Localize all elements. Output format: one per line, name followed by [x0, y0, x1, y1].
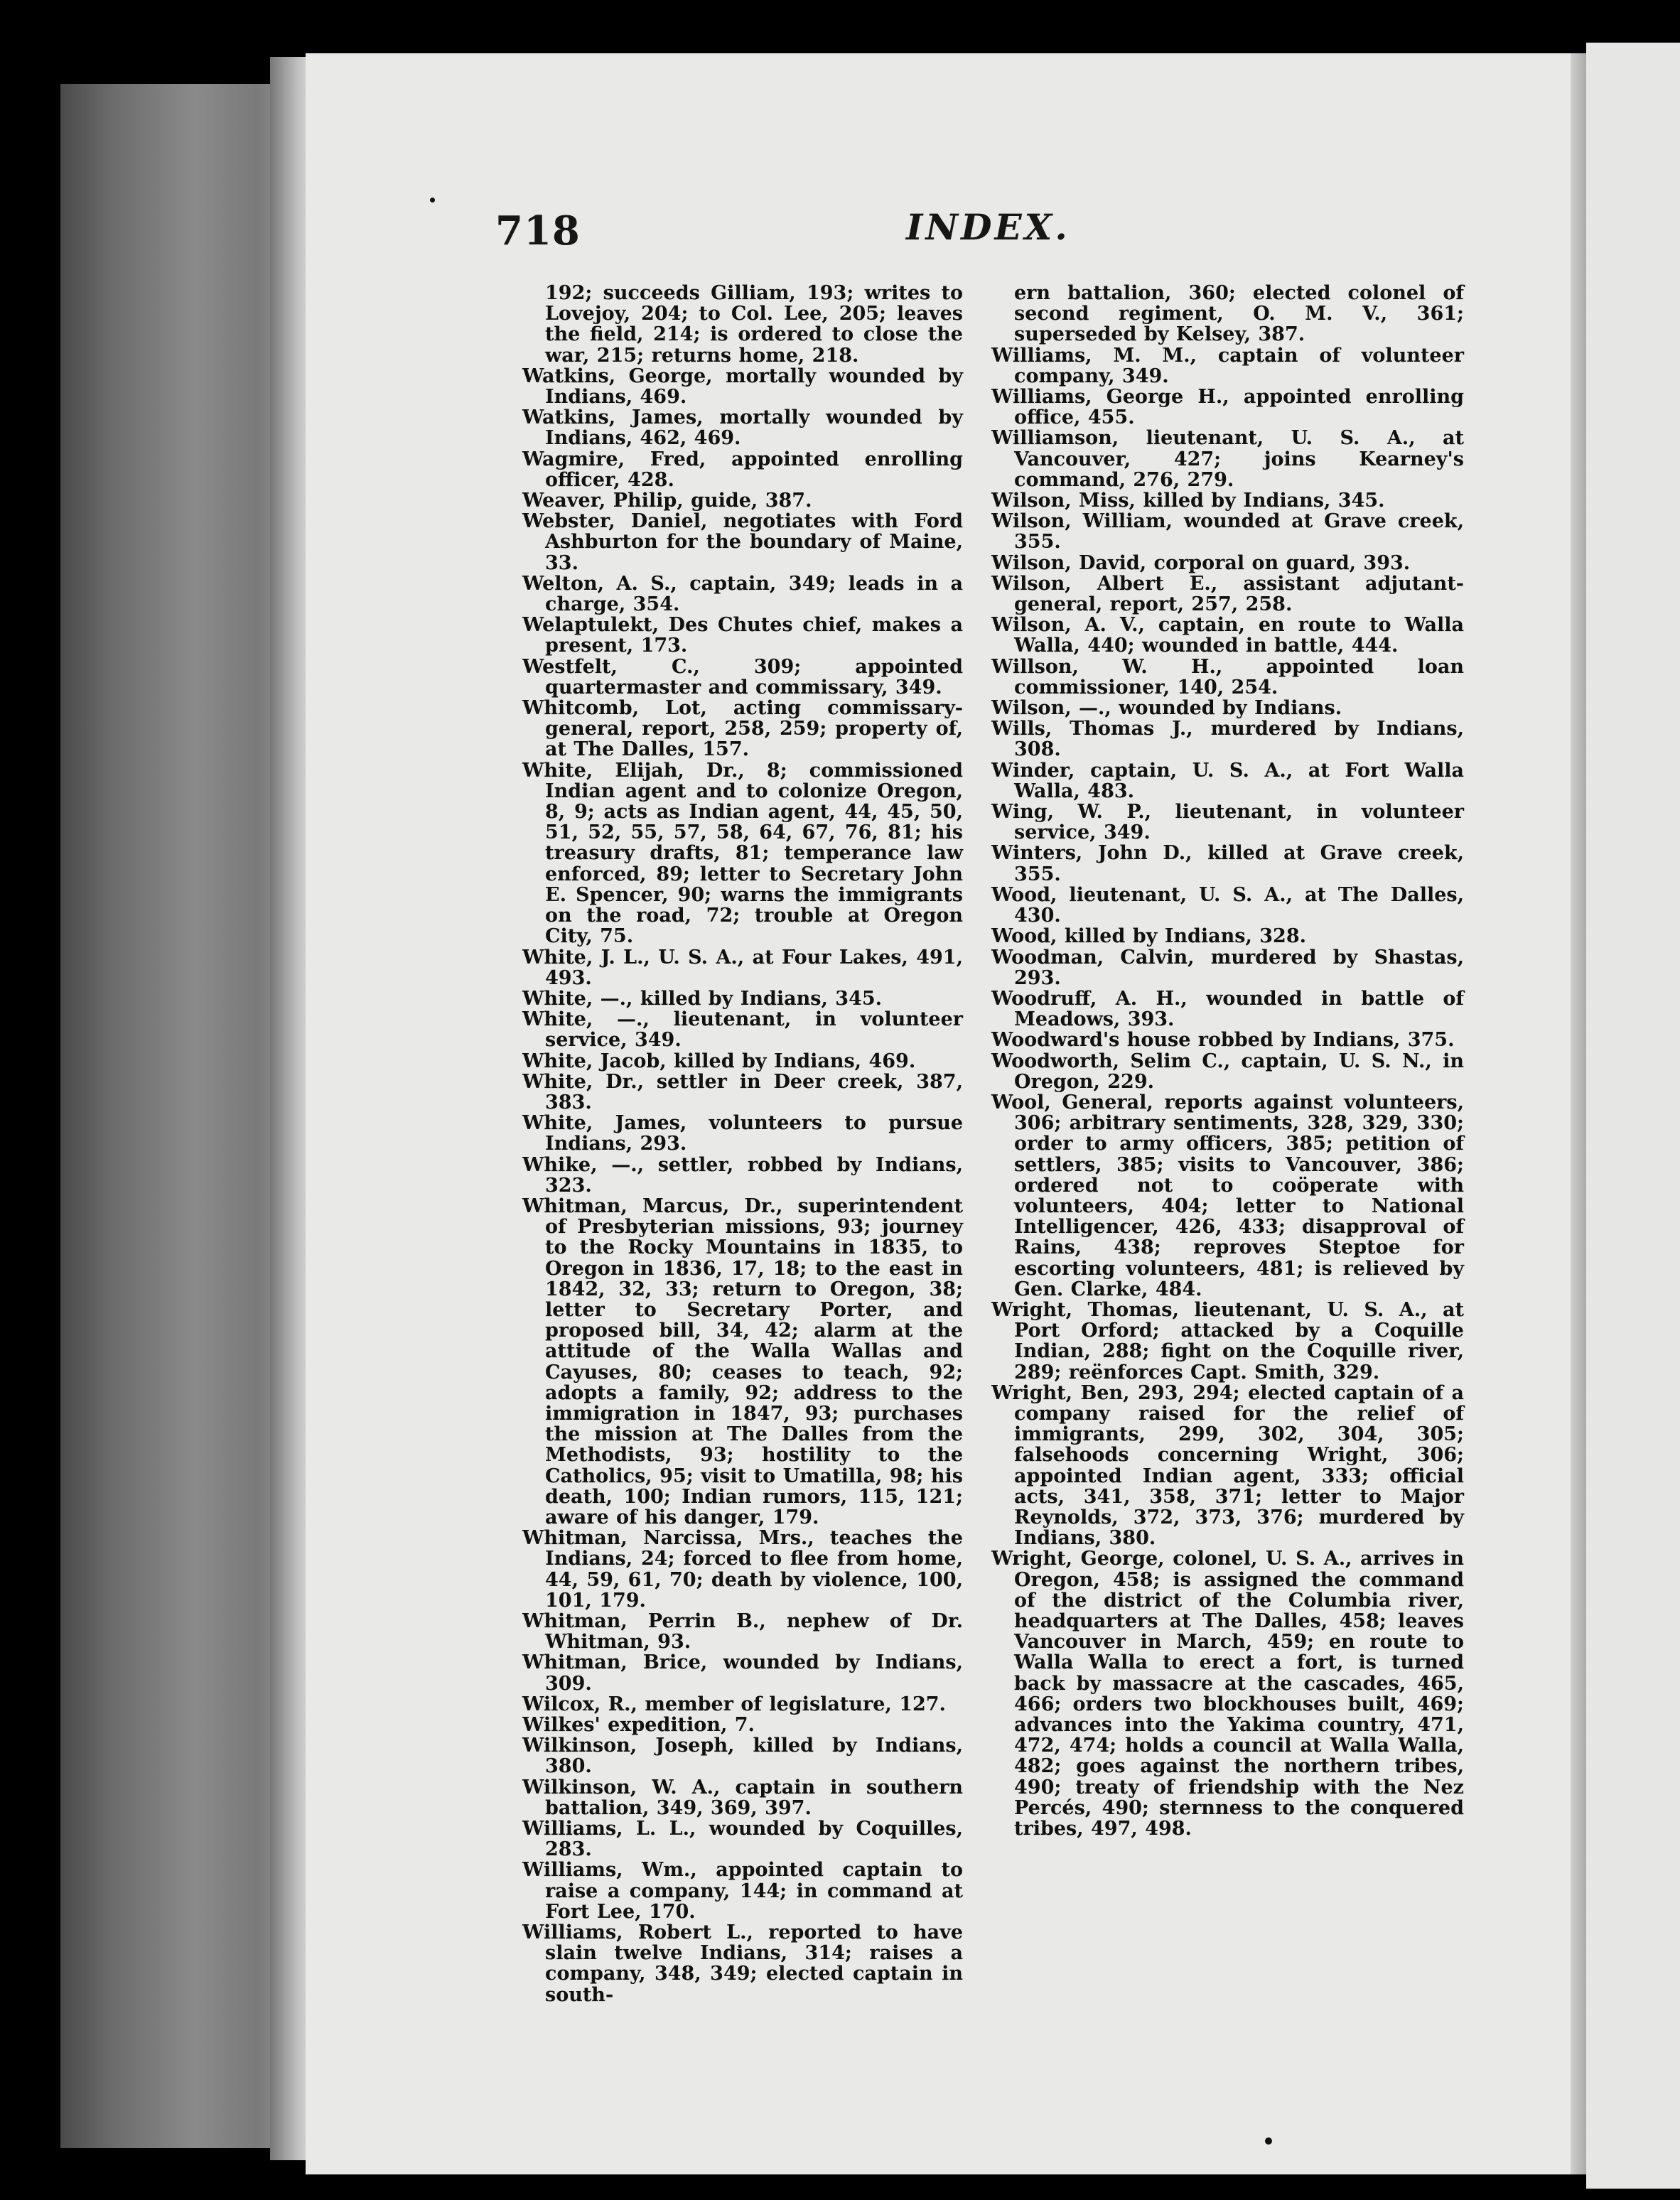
index-entry: Webster, Daniel, negotiates with Ford Ashburton for the boundary of Maine, 33.: [522, 510, 963, 574]
index-entry: Williamson, lieutenant, U. S. A., at Vancouver, 427; joins Kearney's command, 276, 279.: [991, 427, 1464, 491]
book-spine: [60, 84, 306, 2148]
index-entry: Wilson, —., wounded by Indians.: [991, 697, 1342, 720]
index-entry: Wilkinson, W. A., captain in southern battalion, 349, 369, 397.: [522, 1776, 963, 1819]
index-entry: Watkins, James, mortally wounded by Indians, 462, 469.: [522, 406, 963, 450]
index-entry: Wilson, Albert E., assistant adjutant-general, report, 257, 258.: [991, 572, 1464, 616]
index-entry: Wool, General, reports against volunteers, 306; arbitrary sentiments, 328, 329, 330; order to army officers, 385; petition of settlers, 385; visits to Vancouver, 386; ordered not to coöperate with volunteers, 404; letter to National Intelligencer, 426, 433; disapproval of Rains, 438; reproves Steptoe for escorting volunteers, 481; is relieved by Gen. Clarke, 484.: [991, 1091, 1464, 1300]
page-edge: [1571, 53, 1586, 2174]
index-entry: White, J. L., U. S. A., at Four Lakes, 491, 493.: [522, 946, 963, 989]
index-entry: Woodruff, A. H., wounded in battle of Meadows, 393.: [991, 987, 1464, 1031]
index-entry: Wills, Thomas J., murdered by Indians, 308.: [991, 718, 1464, 761]
index-column-right: [991, 283, 1464, 1839]
index-entry: Whitman, Marcus, Dr., superintendent of Presbyterian missions, 93; journey to the Rocky Mountains in 1835, to Oregon in 1836, 17, 18; to the east in 1842, 32, 33; return to Oregon, 38; letter to Secretary Porter, and proposed bill, 34, 42; alarm at the attitude of the Walla Wallas and Cayuses, 80; ceases to teach, 92; adopts a family, 92; address to the immigration in 1847, 93; purchases the mission at The Dalles from the Methodists, 93; hostility to the Catholics, 95; visit to Umatilla, 98; his death, 100; Indian rumors, 115, 121; aware of his danger, 179.: [522, 1195, 963, 1528]
index-entry: Wood, lieutenant, U. S. A., at The Dalles, 430.: [991, 883, 1464, 927]
index-entry: Wilkes' expedition, 7.: [522, 1714, 755, 1737]
index-entry: Willson, W. H., appointed loan commissioner, 140, 254.: [991, 655, 1464, 699]
index-entry: Woodworth, Selim C., captain, U. S. N., in Oregon, 229.: [991, 1050, 1464, 1093]
index-entry: 192; succeeds Gilliam, 193; writes to Lovejoy, 204; to Col. Lee, 205; leaves the field, 214; is ordered to close the war, 215; returns home, 218.: [545, 282, 963, 367]
index-entry: Wagmire, Fred, appointed enrolling officer, 428.: [522, 448, 963, 491]
adjacent-page: [1586, 43, 1680, 2189]
index-column-left: [522, 283, 963, 2005]
index-entry: Westfelt, C., 309; appointed quartermaster and commissary, 349.: [522, 655, 963, 699]
ink-speck: [1265, 2137, 1272, 2145]
index-entry: Williams, Robert L., reported to have slain twelve Indians, 314; raises a company, 348, 349; elected captain in south-: [522, 1921, 963, 2006]
index-entry: Welton, A. S., captain, 349; leads in a charge, 354.: [522, 572, 963, 616]
index-entry: Woodman, Calvin, murdered by Shastas, 293.: [991, 946, 1464, 989]
index-entry: Wood, killed by Indians, 328.: [991, 925, 1307, 948]
index-entry: White, Elijah, Dr., 8; commissioned Indian agent and to colonize Oregon, 8, 9; acts as Indian agent, 44, 45, 50, 51, 52, 55, 57, 58, 64, 67, 76, 81; his treasury drafts, 81; temperance law enforced, 89; letter to Secretary John E. Spencer, 90; warns the immigrants on the road, 72; trouble at Oregon City, 75.: [522, 759, 963, 948]
index-entry: Welaptulekt, Des Chutes chief, makes a present, 173.: [522, 614, 963, 657]
running-head: INDEX.: [906, 206, 1070, 248]
index-entry: Williams, M. M., captain of volunteer company, 349.: [991, 344, 1464, 387]
index-entry: Wilson, Miss, killed by Indians, 345.: [991, 490, 1385, 512]
index-entry: Whitman, Perrin B., nephew of Dr. Whitman, 93.: [522, 1610, 963, 1654]
index-entry: Winters, John D., killed at Grave creek, 355.: [991, 842, 1464, 885]
index-entry: Wilson, David, corporal on guard, 393.: [991, 551, 1411, 574]
page-number: 718: [495, 207, 581, 254]
index-entry: Williams, George H., appointed enrolling office, 455.: [991, 386, 1464, 429]
index-entry: White, —., lieutenant, in volunteer service, 349.: [522, 1008, 963, 1052]
index-entry: Whike, —., settler, robbed by Indians, 323.: [522, 1153, 963, 1197]
index-entry: Wright, Thomas, lieutenant, U. S. A., at Port Orford; attacked by a Coquille Indian, 288; fight on the Coquille river, 289; reënforces Capt. Smith, 329.: [991, 1298, 1464, 1384]
ink-speck: [430, 198, 435, 203]
index-entry: White, —., killed by Indians, 345.: [522, 987, 883, 1010]
index-entry: Whitman, Brice, wounded by Indians, 309.: [522, 1651, 963, 1695]
index-entry: Woodward's house robbed by Indians, 375.: [991, 1029, 1455, 1052]
index-entry: Wilson, William, wounded at Grave creek, 355.: [991, 510, 1464, 554]
index-entry: White, James, volunteers to pursue Indians, 293.: [522, 1112, 963, 1155]
index-entry: Wing, W. P., lieutenant, in volunteer service, 349.: [991, 801, 1464, 844]
index-entry: ern battalion, 360; elected colonel of second regiment, O. M. V., 361; superseded by Kelsey, 387.: [1014, 282, 1464, 346]
index-entry: Whitman, Narcissa, Mrs., teaches the Indians, 24; forced to flee from home, 44, 59, 61, 70; death by violence, 100, 101, 179.: [522, 1527, 963, 1612]
index-entry: Weaver, Philip, guide, 387.: [522, 490, 812, 512]
index-entry: White, Dr., settler in Deer creek, 387, 383.: [522, 1070, 963, 1114]
index-entry: Wilcox, R., member of legislature, 127.: [522, 1693, 946, 1715]
index-entry: Watkins, George, mortally wounded by Indians, 469.: [522, 365, 963, 409]
index-entry: Wright, Ben, 293, 294; elected captain of a company raised for the relief of immigrants, 299, 302, 304, 305; falsehoods concerning Wright, 306; appointed Indian agent, 333; official acts, 341, 358, 371; letter to Major Reynolds, 372, 373, 376; murdered by Indians, 380.: [991, 1381, 1464, 1550]
index-entry: White, Jacob, killed by Indians, 469.: [522, 1050, 916, 1072]
index-entry: Whitcomb, Lot, acting commissary-general, report, 258, 259; property of, at The Dalles, 157.: [522, 697, 963, 761]
index-entry: Williams, Wm., appointed captain to raise a company, 144; in command at Fort Lee, 170.: [522, 1859, 963, 1923]
index-entry: Winder, captain, U. S. A., at Fort Walla Walla, 483.: [991, 759, 1464, 802]
index-entry: Wilkinson, Joseph, killed by Indians, 380.: [522, 1735, 963, 1778]
index-entry: Williams, L. L., wounded by Coquilles, 283.: [522, 1818, 963, 1861]
index-entry: Wilson, A. V., captain, en route to Walla Walla, 440; wounded in battle, 444.: [991, 614, 1464, 657]
index-entry: Wright, George, colonel, U. S. A., arrives in Oregon, 458; is assigned the command of the district of the Columbia river, headquarters at The Dalles, 458; leaves Vancouver in March, 459; en route to Walla Walla to erect a fort, is turned back by massacre at the cascades, 465, 466; orders two blockhouses built, 469; advances into the Yakima country, 471, 472, 474; holds a council at Walla Walla, 482; goes against the northern tribes, 490; treaty of friendship with the Nez Percés, 490; sternness to the conquered tribes, 497, 498.: [991, 1548, 1464, 1840]
